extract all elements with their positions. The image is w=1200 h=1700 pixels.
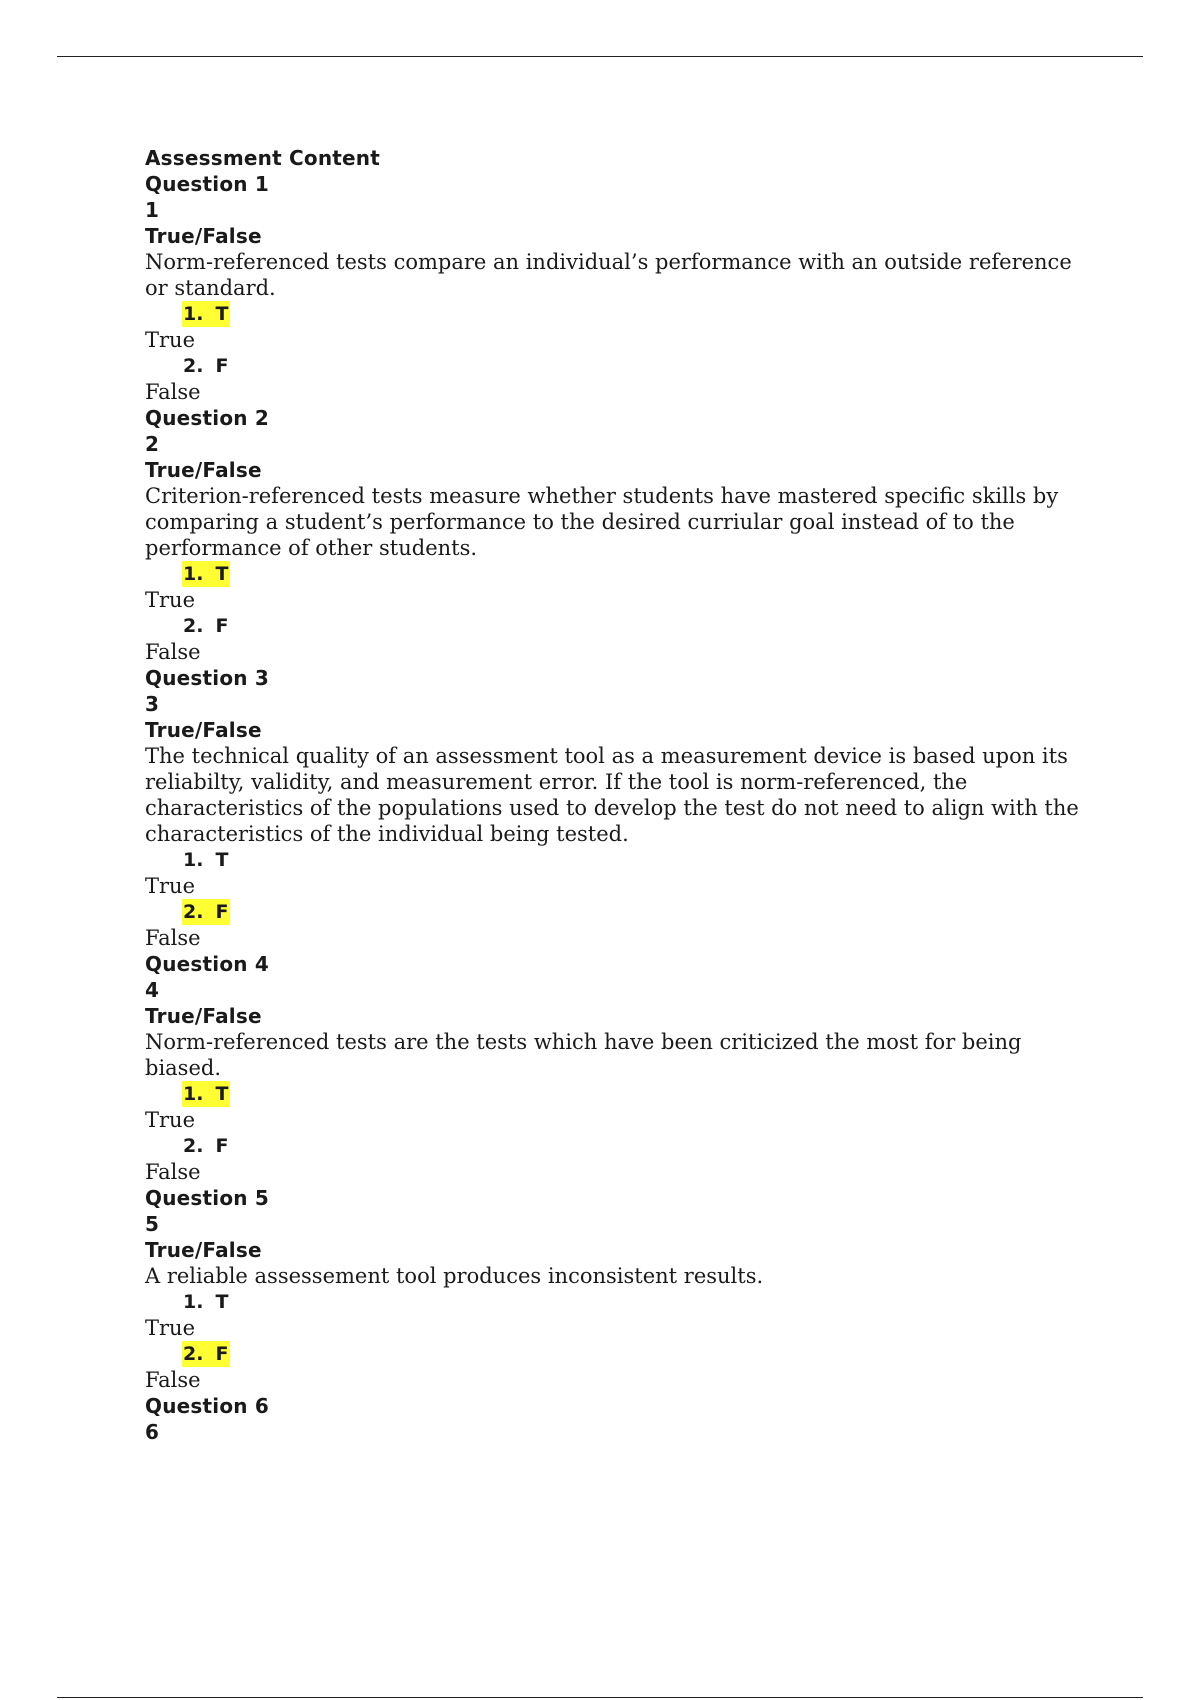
option-label: True xyxy=(145,588,195,612)
answer-option-f[interactable] xyxy=(145,613,1085,639)
answer-option-t[interactable] xyxy=(145,847,1085,873)
option-letter: F xyxy=(215,1135,229,1157)
question-number: 1 xyxy=(145,198,160,222)
question-title: Question 2 xyxy=(145,406,269,430)
option-number: 2. xyxy=(183,355,204,377)
selected-answer-highlight xyxy=(182,561,230,587)
question-text: Norm-referenced tests compare an individual’s performance with an outside reference or standard. xyxy=(145,250,1072,300)
option-label: True xyxy=(145,1316,195,1340)
option-label: True xyxy=(145,328,195,352)
question-type: True/False xyxy=(145,718,262,742)
answer-marker xyxy=(182,847,230,873)
question-title: Question 4 xyxy=(145,952,269,976)
option-label: False xyxy=(145,640,201,664)
question-type: True/False xyxy=(145,224,262,248)
answer-option-f[interactable] xyxy=(145,899,1085,925)
answer-marker xyxy=(182,1133,230,1159)
question-text: Criterion-referenced tests measure whether students have mastered specific skills by comparing a student’s performance to the desired curriular goal instead of to the performance of other students. xyxy=(145,484,1059,560)
question-block-4 xyxy=(145,951,1085,1185)
header-rule xyxy=(57,56,1143,57)
answer-option-f[interactable] xyxy=(145,1341,1085,1367)
answer-option-t[interactable] xyxy=(145,1081,1085,1107)
question-text: The technical quality of an assessment tool as a measurement device is based upon its reliabilty, validity, and measurement error. If the tool is norm-referenced, the characteristics of the populations used to develop the test do not need to align with the characteristics of the individual being tested. xyxy=(145,744,1079,846)
option-number: 1. xyxy=(183,1291,204,1313)
option-number: 1. xyxy=(183,303,204,325)
option-letter: F xyxy=(215,615,229,637)
answer-marker xyxy=(182,1289,230,1315)
answer-option-f[interactable] xyxy=(145,353,1085,379)
question-block-5 xyxy=(145,1185,1085,1393)
option-letter: F xyxy=(215,355,229,377)
answer-option-t[interactable] xyxy=(145,301,1085,327)
question-number: 3 xyxy=(145,692,160,716)
option-label: True xyxy=(145,874,195,898)
option-letter: T xyxy=(215,1291,229,1313)
question-number: 4 xyxy=(145,978,160,1002)
document-body xyxy=(145,145,1085,1445)
option-number: 1. xyxy=(183,849,204,871)
option-letter: F xyxy=(215,901,229,923)
option-number: 2. xyxy=(183,1135,204,1157)
selected-answer-highlight xyxy=(182,1341,230,1367)
option-number: 2. xyxy=(183,1343,204,1365)
option-label: False xyxy=(145,926,201,950)
question-text: A reliable assessement tool produces inconsistent results. xyxy=(145,1264,764,1288)
selected-answer-highlight xyxy=(182,1081,230,1107)
answer-option-t[interactable] xyxy=(145,561,1085,587)
option-label: False xyxy=(145,380,201,404)
question-title: Question 5 xyxy=(145,1186,269,1210)
question-title: Question 1 xyxy=(145,172,269,196)
question-block-6 xyxy=(145,1393,1085,1445)
option-label: False xyxy=(145,1160,201,1184)
question-number: 2 xyxy=(145,432,160,456)
question-title: Question 3 xyxy=(145,666,269,690)
option-number: 2. xyxy=(183,615,204,637)
answer-marker xyxy=(182,613,230,639)
answer-marker xyxy=(182,353,230,379)
question-number: 6 xyxy=(145,1420,160,1444)
option-letter: T xyxy=(215,1083,229,1105)
question-title: Question 6 xyxy=(145,1394,269,1418)
question-block-2 xyxy=(145,405,1085,665)
option-letter: T xyxy=(215,303,229,325)
option-number: 1. xyxy=(183,563,204,585)
answer-option-f[interactable] xyxy=(145,1133,1085,1159)
option-number: 2. xyxy=(183,901,204,923)
footer-rule xyxy=(57,1697,1143,1698)
option-label: False xyxy=(145,1368,201,1392)
option-letter: F xyxy=(215,1343,229,1365)
question-list xyxy=(145,171,1085,1393)
option-number: 1. xyxy=(183,1083,204,1105)
question-type: True/False xyxy=(145,1004,262,1028)
question-block-1 xyxy=(145,171,1085,405)
option-label: True xyxy=(145,1108,195,1132)
document-heading: Assessment Content xyxy=(145,146,381,170)
selected-answer-highlight xyxy=(182,301,230,327)
question-block-3 xyxy=(145,665,1085,951)
answer-option-t[interactable] xyxy=(145,1289,1085,1315)
selected-answer-highlight xyxy=(182,899,230,925)
question-text: Norm-referenced tests are the tests which have been criticized the most for being biased. xyxy=(145,1030,1022,1080)
question-number: 5 xyxy=(145,1212,160,1236)
option-letter: T xyxy=(215,563,229,585)
question-type: True/False xyxy=(145,458,262,482)
option-letter: T xyxy=(215,849,229,871)
question-type: True/False xyxy=(145,1238,262,1262)
